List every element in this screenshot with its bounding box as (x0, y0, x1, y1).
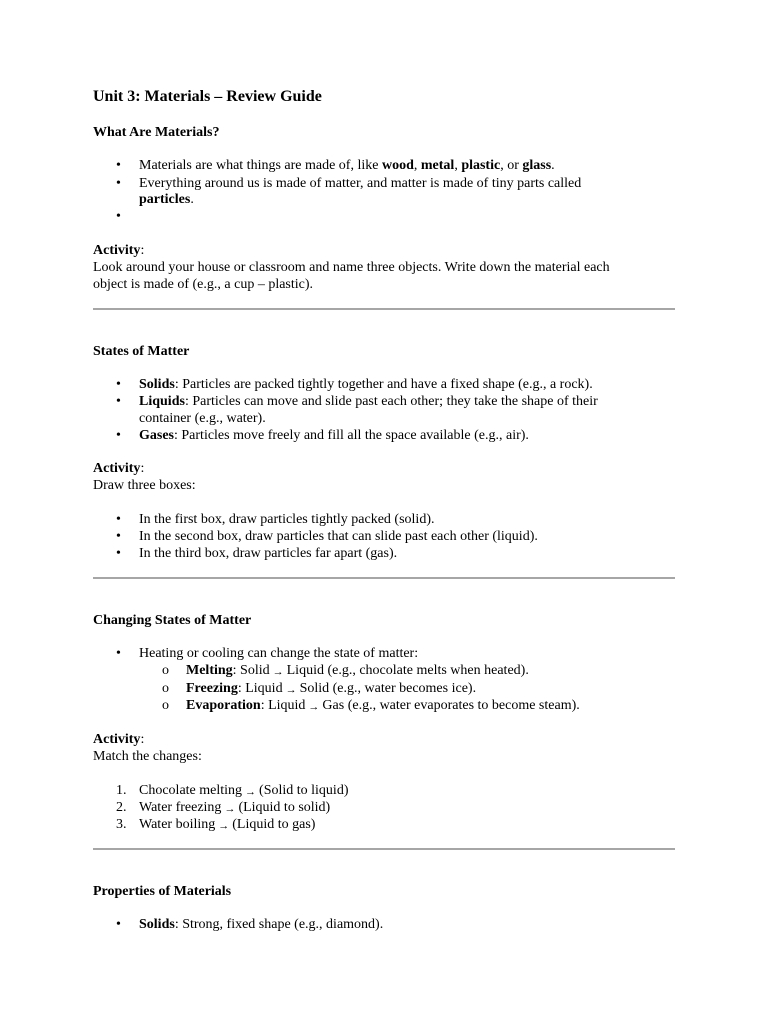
sub-bullet-icon: o (162, 698, 169, 713)
list-item: • Solids: Particles are packed tightly together and have a fixed shape (e.g., a rock). (116, 377, 593, 392)
list-item-text: Materials are what things are made of, like wood, metal, plastic, or glass. (139, 158, 555, 173)
list-item: • Gases: Particles move freely and fill all the space available (e.g., air). (116, 428, 529, 443)
list-item: • In the first box, draw particles tightly packed (solid). (116, 512, 435, 527)
list-item: • Solids: Strong, fixed shape (e.g., diamond). (116, 917, 384, 932)
sub-list-item: o Evaporation: Liquid → Gas (e.g., water evaporates to become steam). (162, 698, 580, 713)
activity-text: object is made of (e.g., a cup – plastic). (93, 277, 314, 292)
activity-text: Match the changes: (93, 749, 202, 764)
section-heading-what-are-materials: What Are Materials? (93, 125, 220, 140)
sub-list-item: o Melting: Solid → Liquid (e.g., chocolate melts when heated). (162, 663, 529, 678)
arrow-right-icon: → (308, 701, 320, 713)
arrow-right-icon: → (285, 684, 297, 696)
page-title: Unit 3: Materials – Review Guide (93, 88, 322, 105)
activity-text: Look around your house or classroom and name three objects. Write down the material each (93, 260, 610, 275)
list-item: • In the second box, draw particles that can slide past each other (liquid). (116, 529, 538, 544)
list-item (0, 157, 768, 174)
list-item: • In the third box, draw particles far apart (gas). (116, 546, 398, 561)
activity-label: Activity: (93, 461, 145, 476)
bullet-icon: • (116, 176, 121, 191)
bullet-icon: • (116, 158, 121, 173)
sub-list-item: o Freezing: Liquid → Solid (e.g., water becomes ice). (162, 681, 477, 696)
bullet-icon: • (116, 394, 121, 409)
numbered-item: 3. Water boiling → (Liquid to gas) (116, 817, 316, 832)
bullet-icon: • (116, 546, 121, 561)
bullet-icon: • (116, 646, 121, 661)
arrow-right-icon: → (224, 803, 236, 815)
section-heading-properties: Properties of Materials (93, 884, 232, 899)
section-heading-states-of-matter: States of Matter (93, 344, 190, 359)
arrow-right-icon: → (245, 786, 257, 798)
item-number: 2. (116, 800, 127, 815)
arrow-right-icon: → (272, 666, 284, 678)
list-item-text: Everything around us is made of matter, and matter is made of tiny parts called (139, 176, 582, 191)
item-number: 3. (116, 817, 127, 832)
activity-text: Draw three boxes: (93, 478, 196, 493)
sub-bullet-icon: o (162, 681, 169, 696)
section-heading-changing-states: Changing States of Matter (93, 613, 252, 628)
bullet-icon: • (116, 917, 121, 932)
item-number: 1. (116, 783, 127, 798)
numbered-item: 2. Water freezing → (Liquid to solid) (116, 800, 331, 815)
list-item-continuation: particles. (139, 192, 194, 207)
bullet-icon: • (116, 529, 121, 544)
bullet-icon: • (116, 512, 121, 527)
bullet-icon: • (116, 377, 121, 392)
arrow-right-icon: → (218, 820, 230, 832)
numbered-item: 1. Chocolate melting → (Solid to liquid) (116, 783, 349, 798)
sub-bullet-icon: o (162, 663, 169, 678)
bullet-icon: • (116, 428, 121, 443)
horizontal-divider (93, 848, 675, 850)
activity-label: Activity: (93, 243, 145, 258)
bullet-icon: • (116, 209, 121, 224)
list-item: • Liquids: Particles can move and slide past each other; they take the shape of their (116, 394, 598, 409)
list-item-continuation: container (e.g., water). (139, 411, 266, 426)
horizontal-divider (93, 308, 675, 310)
activity-label: Activity: (93, 732, 145, 747)
list-item (0, 208, 768, 225)
list-item: • Heating or cooling can change the state of matter: (116, 646, 419, 661)
horizontal-divider (93, 577, 675, 579)
list-item (0, 175, 768, 192)
